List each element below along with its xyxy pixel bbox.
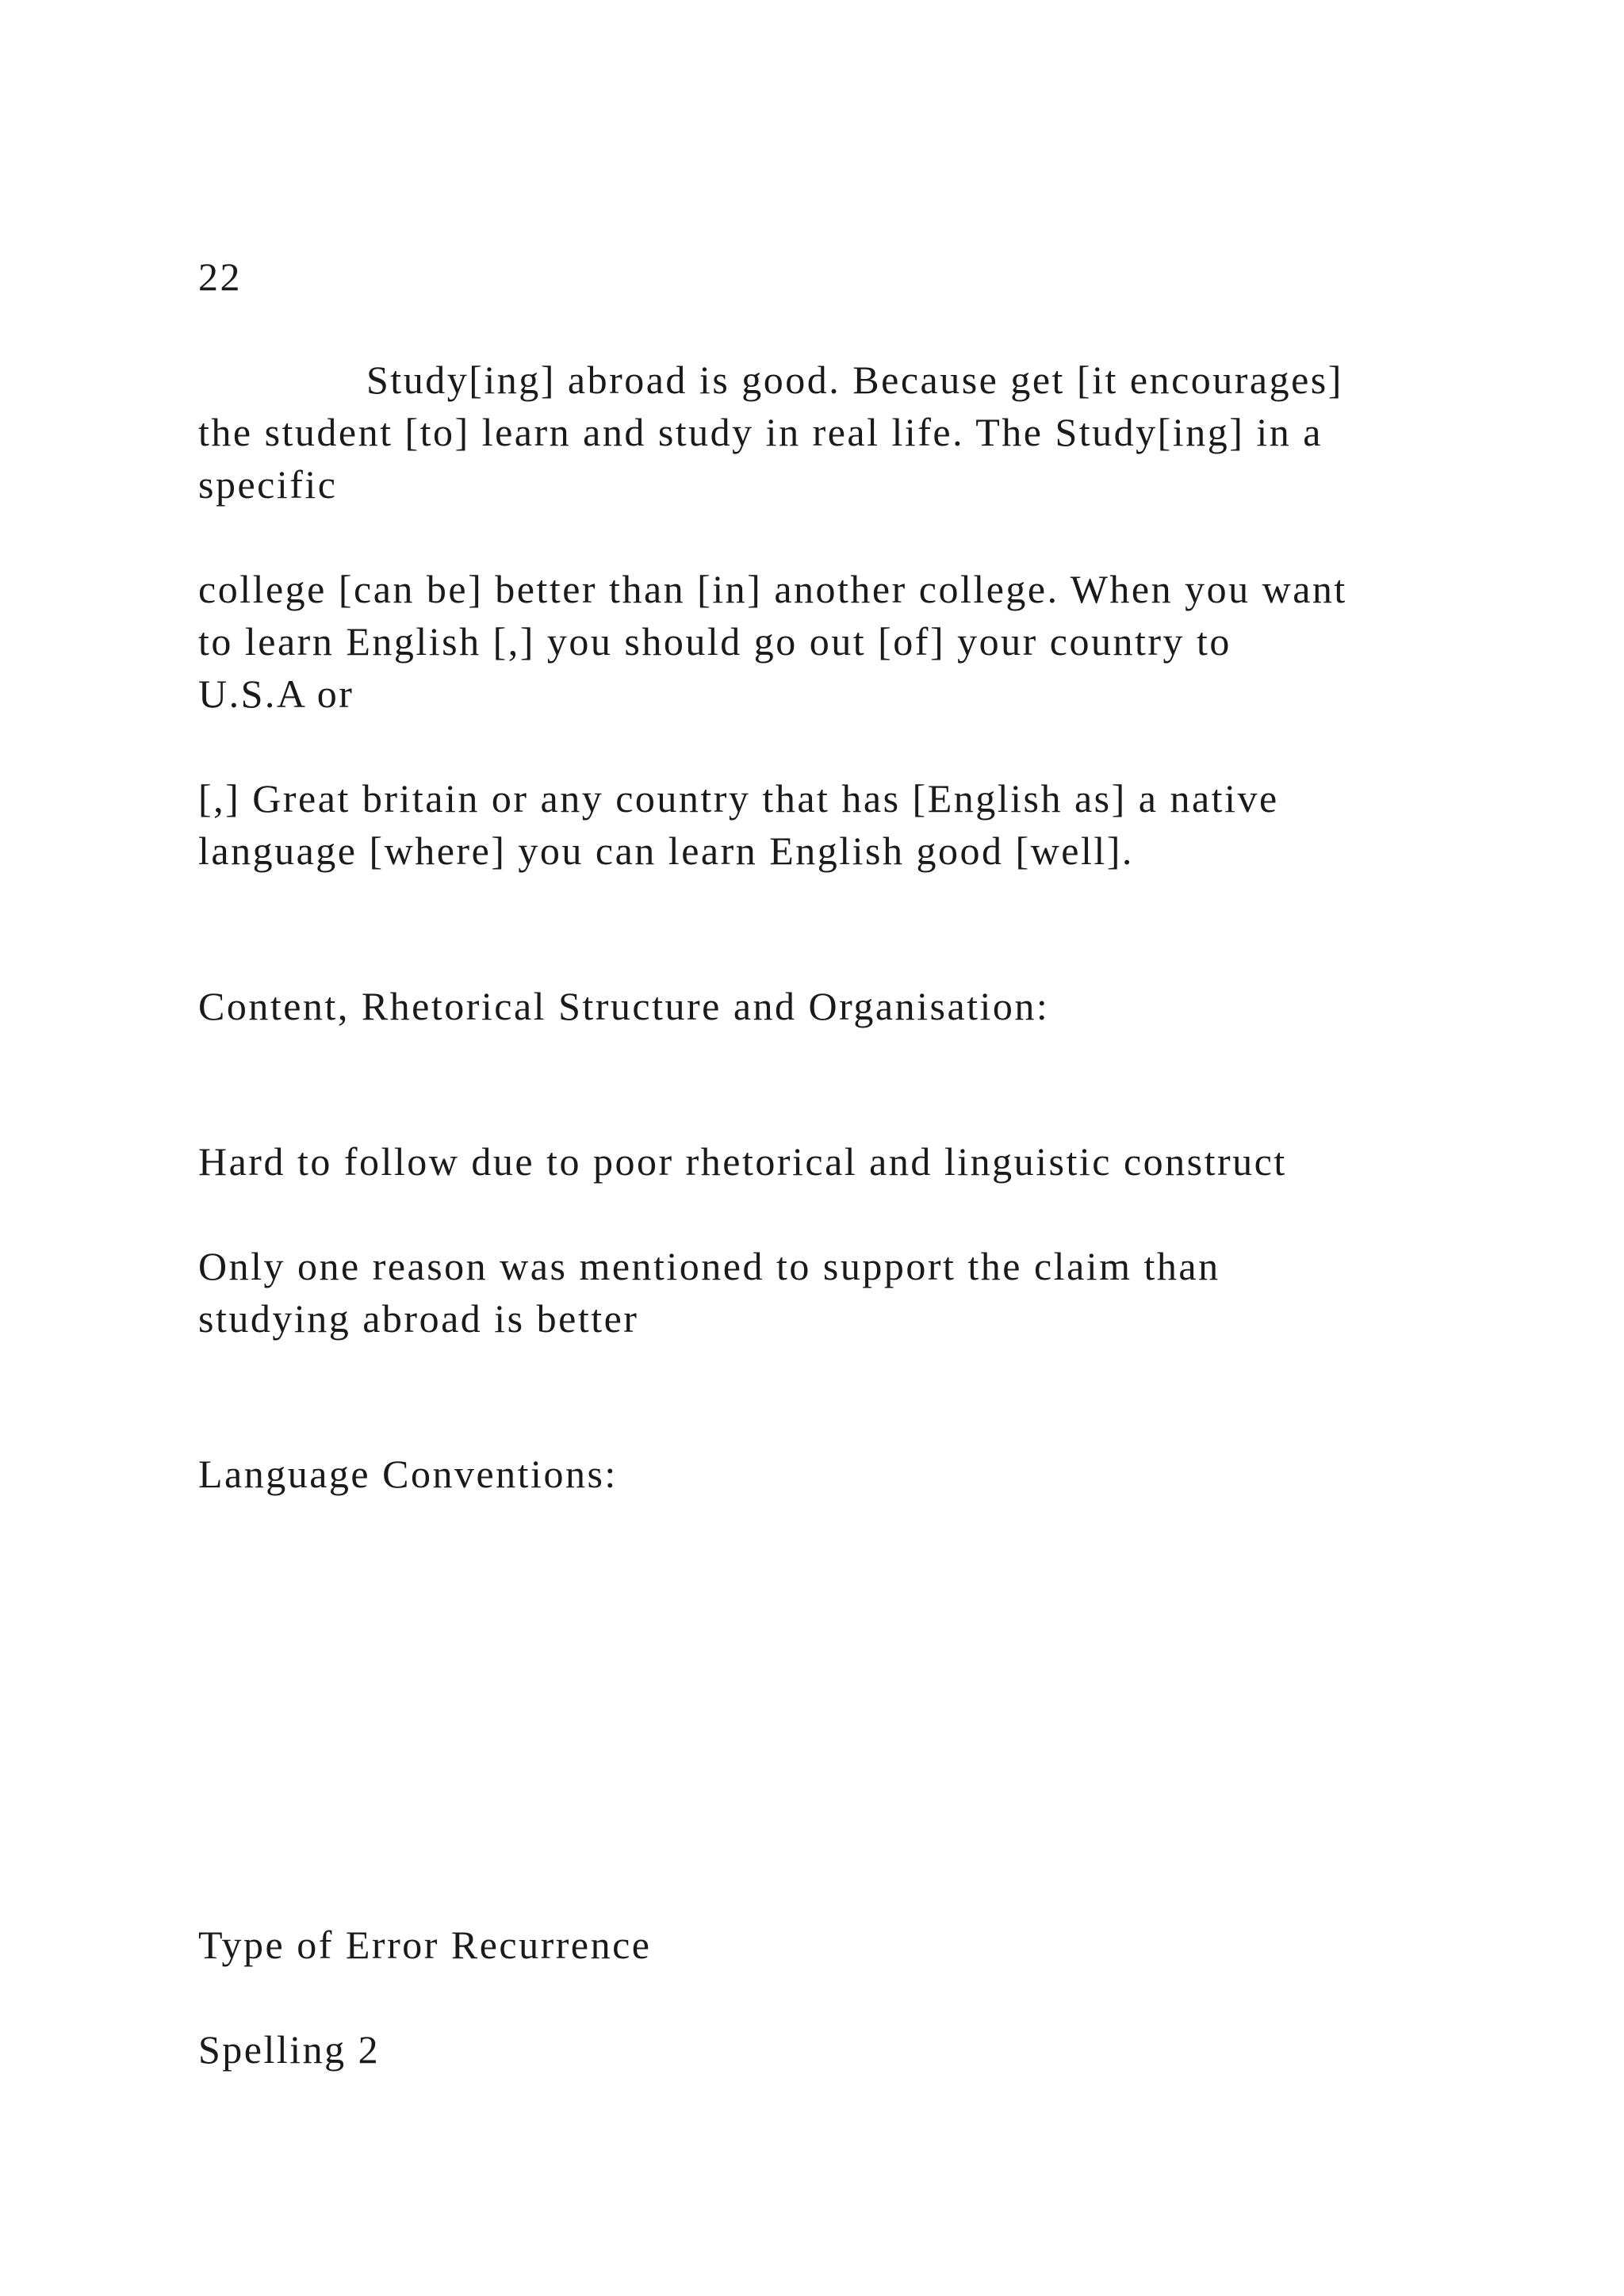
language-conventions-heading: Language Conventions:	[198, 1452, 618, 1496]
essay-line: college [can be] better than [in] another college. When you want	[198, 567, 1347, 611]
essay-line: Study[ing] abroad is good. Because get [it encourages]	[366, 358, 1343, 402]
essay-line: specific	[198, 462, 338, 507]
comment-line: Hard to follow due to poor rhetorical and linguistic construct	[198, 1139, 1287, 1184]
error-table-row: Spelling 2	[198, 2027, 381, 2072]
error-table-header: Type of Error Recurrence	[198, 1923, 652, 1967]
essay-line: the student [to] learn and study in real life. The Study[ing] in a	[198, 410, 1323, 454]
page-number: 22	[198, 254, 242, 299]
essay-line: [,] Great britain or any country that has [English as] a native	[198, 776, 1279, 821]
comment-line: Only one reason was mentioned to support the claim than	[198, 1244, 1220, 1288]
essay-line: language [where] you can learn English good [well].	[198, 828, 1134, 873]
comment-line: studying abroad is better	[198, 1296, 639, 1341]
essay-line: U.S.A or	[198, 672, 354, 716]
content-heading: Content, Rhetorical Structure and Organisation:	[198, 984, 1050, 1028]
essay-line: to learn English [,] you should go out [of] your country to	[198, 619, 1231, 664]
